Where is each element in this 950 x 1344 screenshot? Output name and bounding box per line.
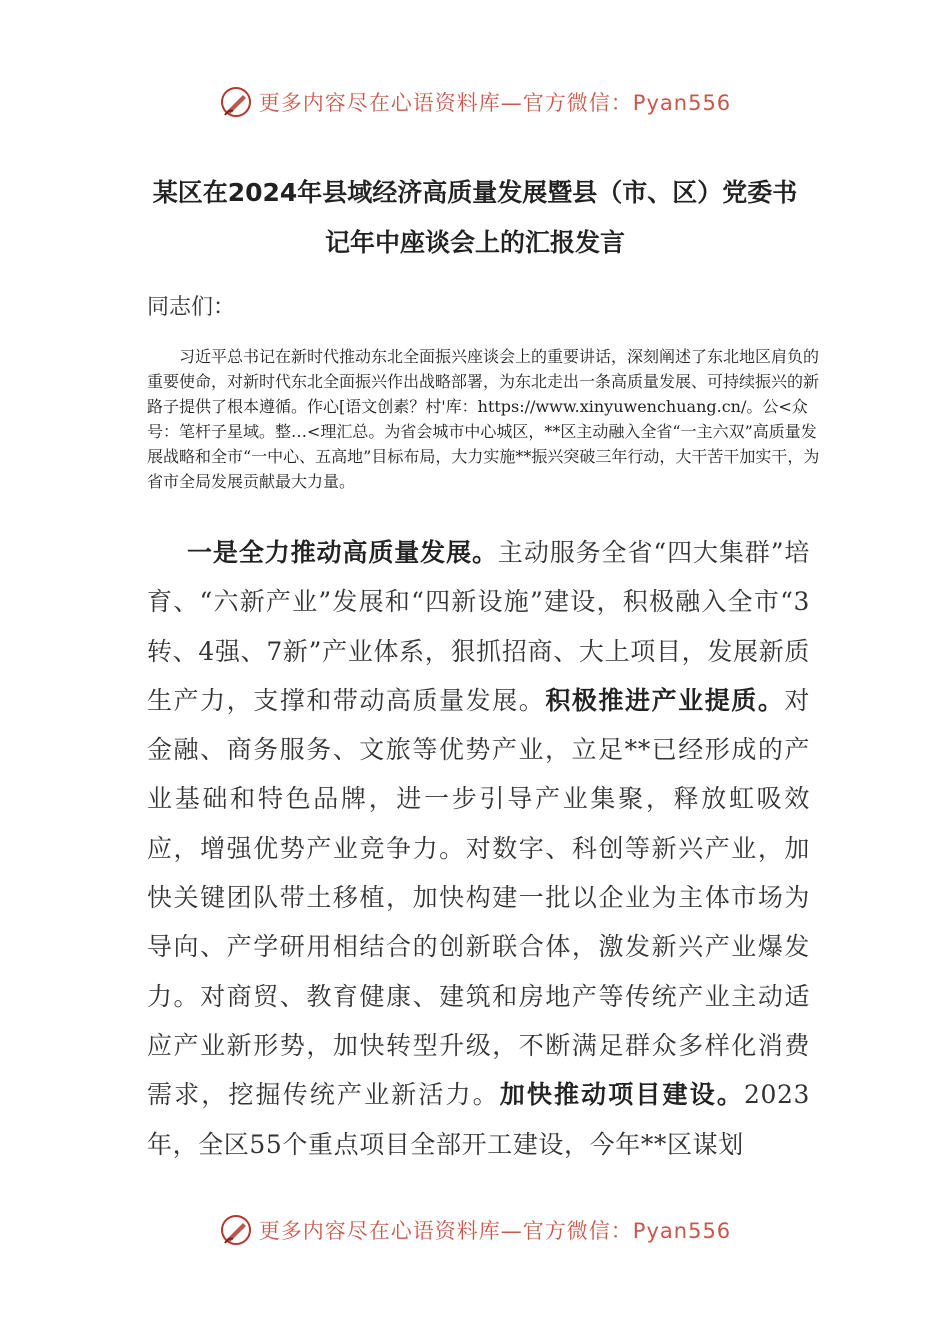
pen-logo-icon [219,85,253,119]
section1-paragraph [147,528,810,1169]
main-body [147,528,810,1169]
intro-text: 习近平总书记在新时代推动东北全面振兴座谈会上的重要讲话，深刻阐述了东北地区肩负的重要使命，对新时代东北全面振兴作出战略部署，为东北走出一条高质量发展、可持续振兴的新路子提供了根本遵循。作心[语文创素？村'库：https://www.xinyuwenchuang.cn/。公<众号：笔杆子星域。整…<理汇总。为省会城市中心城区，**区主动融入全省“一主六双”高质量发展战略和全市“一中心、五高地”目标布局，大力实施**振兴突破三年行动，大干苦干加实干，为省市全局发展贡献最大力量。 [147,347,820,491]
watermark-text: 更多内容尽在心语资料库—官方微信：Pyan556 [258,1219,732,1243]
salutation: 同志们： [147,295,236,320]
watermark-text: 更多内容尽在心语资料库—官方微信：Pyan556 [258,91,732,115]
section1-text1: 主动服务全省“四大集群”培育、“六新产业”发展和“四新设施”建设，积极融入全市“3转、4强、7新”产业体系，狠抓招商、大上项目，发展新质生产力，支撑和带动高质量发展。 [147,538,810,715]
watermark-banner-bottom [0,1210,950,1250]
section1-subheading2: 加快推动项目建设。 [499,1080,744,1110]
section1-subheading1: 积极推进产业提质。 [545,685,785,715]
pen-logo-icon [219,1213,253,1247]
section1-text2: 对金融、商务服务、文旅等优势产业，立足**已经形成的产业基础和特色品牌，进一步引导产业集聚，释放虹吸效应，增强优势产业竞争力。对数字、科创等新兴产业，加快关键团队带土移植，加快构建一批以企业为主体市场为导向、产学研用相结合的创新联合体，激发新兴产业爆发力。对商贸、教育健康、建筑和房地产等传统产业主动适应产业新形势，加快转型升级，不断满足群众多样化消费需求，挖掘传统产业新活力。 [147,685,810,1110]
document-title-line2: 记年中座谈会上的汇报发言 [324,228,625,257]
intro-paragraph [147,344,832,494]
section1-text3: 2023年，全区55个重点项目全部开工建设，今年**区谋划 [147,1080,810,1159]
watermark-banner-top [0,82,950,122]
document-title-line1: 某区在2024年县域经济高质量发展暨县（市、区）党委书 [152,178,798,207]
section1-heading: 一是全力推动高质量发展。 [187,538,498,567]
